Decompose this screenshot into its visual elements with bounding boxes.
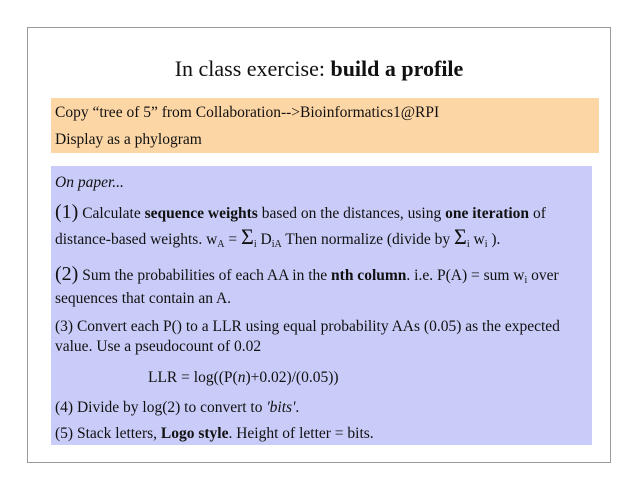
steps-box (51, 166, 592, 445)
step4-line: (4) Divide by log(2) to convert to 'bits'. (55, 399, 300, 416)
intro-text: On paper... (55, 174, 124, 191)
llr-formula: LLR = log((P(n)+0.02)/(0.05)) (148, 369, 339, 386)
copy-line: Copy “tree of 5” from Collaboration-->Bioinformatics1@RPI (55, 104, 440, 121)
step2-line1: (2) Sum the probabilities of each AA in the nth column. i.e. P(A) = sum $w_i$ over (55, 263, 559, 286)
slide (27, 27, 611, 463)
copy-instructions-box (51, 98, 599, 153)
display-line: Display as a phylogram (55, 131, 202, 148)
step2-line2: sequences that contain an A. (55, 290, 232, 307)
title-bold-text: build a profile (330, 56, 464, 81)
title-text: In class exercise: (174, 56, 331, 81)
step1-line2: distance-based weights. $w_A = \Sigma_i$ $D_{iA}$ Then normalize (divide by $\Sigma_i$ $w_i$ ). (55, 224, 501, 250)
step5-line: (5) Stack letters, Logo style. Height of letter = bits. (55, 425, 374, 442)
step3-line1: (3) Convert each P() to a LLR using equal probability AAs (0.05) as the expected (55, 318, 560, 335)
step3-line2: value. Use a pseudocount of 0.02 (55, 338, 262, 355)
step1-line1: (1) Calculate sequence weights based on the distances, using one iteration of (55, 201, 546, 223)
slide-title (28, 56, 610, 82)
